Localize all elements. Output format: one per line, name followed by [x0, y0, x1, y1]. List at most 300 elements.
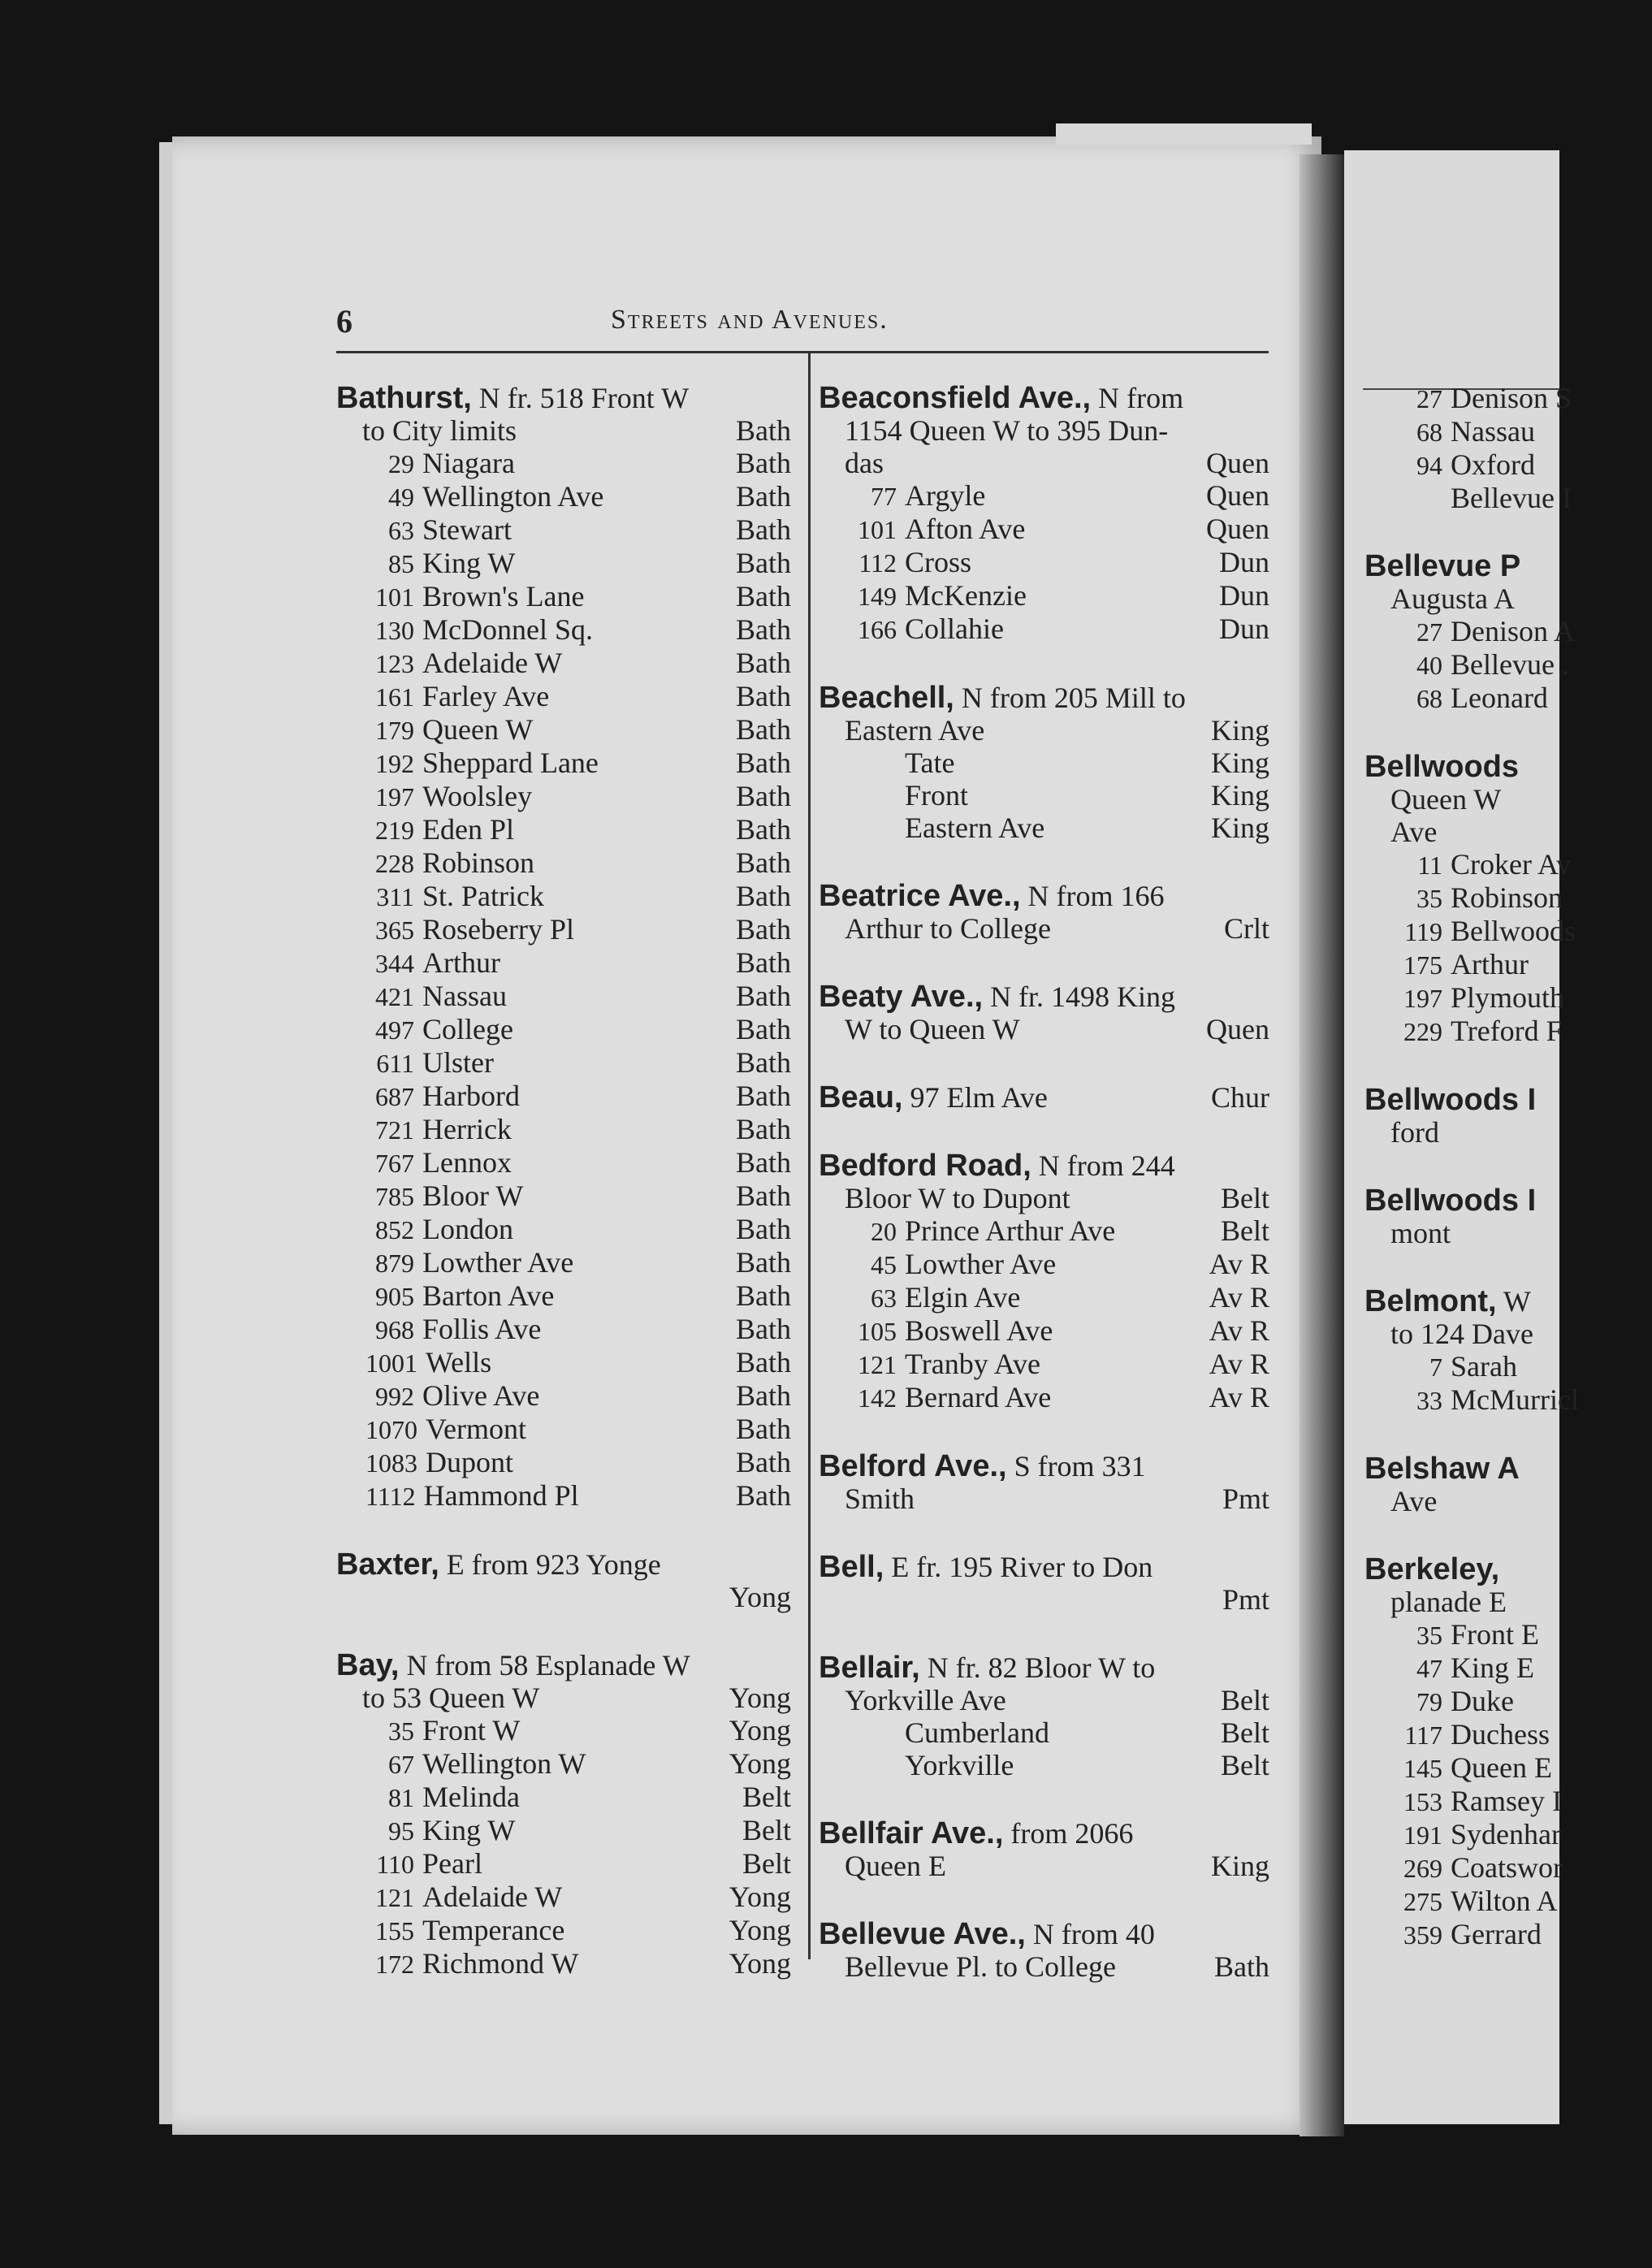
continuation-text: to 124 Dave [1390, 1318, 1533, 1350]
continuation-text: Bloor W to Dupont [845, 1182, 1070, 1214]
street-name: Beau, [819, 1080, 903, 1115]
cross-street-label [336, 946, 500, 980]
district-code: Bath [736, 1413, 791, 1445]
cross-street-name: Sheppard Lane [422, 747, 599, 779]
cross-street-row [336, 1179, 791, 1213]
street-number: 155 [375, 1916, 414, 1946]
street-name: Belford Ave., [819, 1449, 1007, 1483]
continuation-text: to City limits [362, 414, 517, 447]
district-code: Bath [736, 680, 791, 712]
street-number: 192 [375, 749, 414, 778]
street-name: Bellwoods [1364, 750, 1520, 784]
street-number: 197 [375, 782, 414, 812]
street-name: Bathurst, [336, 381, 472, 415]
cross-street-row [336, 580, 791, 613]
cross-street-name: Yorkville [905, 1749, 1014, 1781]
cross-street-label [1364, 1918, 1542, 1951]
street-heading-text [819, 1551, 1153, 1583]
cross-street-name: Lowther Ave [422, 1246, 574, 1279]
district-code [1579, 1383, 1652, 1417]
cross-street-name: Front [905, 779, 969, 812]
cross-street-row [336, 1479, 791, 1513]
street-heading [819, 1450, 1269, 1482]
street-number: 77 [871, 482, 897, 511]
cross-street-name: Plymouth [1451, 981, 1565, 1014]
street-number: 29 [388, 449, 414, 478]
cross-street-label [336, 547, 515, 580]
cross-street-label [336, 680, 549, 713]
cross-street-name: Elgin Ave [905, 1281, 1021, 1314]
street-number: 27 [1416, 617, 1442, 647]
district-code: Crlt [1223, 912, 1269, 945]
cross-street-label [819, 779, 968, 812]
street-number: 161 [375, 682, 414, 712]
street-number: 992 [375, 1382, 414, 1411]
cross-street-label [336, 1881, 562, 1914]
street-description: N from 244 [1038, 1149, 1175, 1182]
street-name: Bell, [819, 1550, 884, 1584]
district-code: Bath [736, 713, 791, 746]
district-code: Quen [1206, 1013, 1269, 1045]
district-code: Bath [736, 480, 791, 513]
cross-street-label [819, 1381, 1051, 1414]
street-entry [1364, 1184, 1559, 1249]
street-heading [1364, 751, 1559, 783]
cross-street-name: McKenzie [905, 579, 1027, 612]
cross-street-label [819, 612, 1004, 646]
street-heading-text [819, 880, 1165, 912]
cross-street-name: Follis Ave [422, 1313, 542, 1345]
street-heading-text [1364, 1452, 1520, 1485]
street-number: 110 [376, 1850, 414, 1879]
street-heading-text [1364, 751, 1519, 783]
street-description: N fr. 1498 King [990, 980, 1176, 1013]
street-heading [819, 382, 1269, 414]
street-number: 359 [1403, 1920, 1442, 1950]
book-gutter [1300, 154, 1344, 2136]
cross-street-row [336, 1747, 791, 1781]
cross-street-label [336, 1446, 513, 1479]
district-code [1486, 1116, 1559, 1149]
street-description: N fr. 518 Front W [478, 382, 690, 414]
cross-street-row [1364, 1751, 1559, 1785]
district-code [1552, 1751, 1625, 1785]
continuation-text: Ave [1390, 816, 1438, 848]
street-name: Bellair, [819, 1651, 920, 1685]
page-number: 6 [336, 303, 352, 340]
district-code: Quen [1206, 447, 1269, 479]
district-code: Bath [736, 547, 791, 579]
street-number: 149 [858, 582, 897, 611]
district-code [1571, 848, 1644, 881]
district-code: Bath [736, 1213, 791, 1245]
street-number: 142 [858, 1383, 897, 1413]
street-number: 1001 [365, 1348, 417, 1378]
district-code: Belt [742, 1814, 791, 1846]
street-heading-text [819, 1817, 1133, 1850]
street-number: 687 [375, 1082, 414, 1111]
cross-street-name: Wellington W [422, 1747, 586, 1780]
district-code: Yong [729, 1714, 791, 1746]
cross-street-row [1364, 1851, 1563, 1885]
cross-street-label [1364, 448, 1535, 482]
street-heading [819, 1817, 1269, 1850]
district-code: Chur [1211, 1081, 1269, 1114]
cross-street-name: Lowther Ave [905, 1248, 1057, 1280]
cross-street-name: Queen E [1451, 1751, 1552, 1784]
column-1 [336, 382, 791, 2016]
street-heading [819, 1551, 1269, 1583]
continuation-line [819, 1013, 1269, 1045]
cross-street-name: Nassau [1451, 415, 1535, 448]
continuation-line [819, 447, 1269, 479]
street-entry [336, 382, 791, 1513]
street-heading-text [1364, 1184, 1536, 1217]
cross-street-label [1364, 981, 1564, 1015]
column-divider [808, 351, 811, 1959]
district-code [1569, 648, 1642, 682]
street-number: 229 [1403, 1017, 1442, 1046]
cross-street-label [819, 1716, 1049, 1749]
street-description: from 2066 [1010, 1817, 1134, 1850]
cross-street-row [1364, 981, 1565, 1015]
district-code: Dun [1219, 612, 1269, 645]
cross-street-row [1364, 415, 1559, 448]
cross-street-row [336, 613, 791, 647]
cross-street-row [336, 1914, 791, 1947]
district-code: Belt [1221, 1716, 1269, 1749]
cross-street-row [336, 447, 791, 480]
cross-street-label [1364, 881, 1563, 915]
cross-street-row [819, 1381, 1269, 1414]
cross-street-label [1364, 1885, 1558, 1918]
street-heading-text [1364, 1285, 1531, 1318]
cross-street-label [1364, 1785, 1562, 1818]
cross-street-row [336, 1847, 791, 1881]
cross-street-name: Vermont [426, 1413, 526, 1445]
district-code: Yong [729, 1581, 791, 1613]
cross-street-label [1364, 1015, 1563, 1048]
cross-street-label [1364, 682, 1548, 715]
street-heading [336, 382, 791, 414]
cross-street-name: Eden Pl [422, 813, 514, 846]
cross-street-name: Temperance [422, 1914, 565, 1946]
street-heading-text [336, 1649, 690, 1682]
street-description: N from 166 [1027, 880, 1165, 912]
street-name: Belmont, [1364, 1284, 1497, 1318]
cross-street-name: Bellevue . [1451, 648, 1569, 681]
cross-street-row [819, 779, 1269, 812]
cross-street-name: Sydenhar [1451, 1818, 1561, 1850]
cross-street-label [1364, 1618, 1539, 1651]
street-number: 35 [1416, 1621, 1442, 1650]
district-code [1558, 1885, 1631, 1918]
continuation-line [336, 1581, 791, 1613]
cross-street-row [1364, 915, 1576, 948]
street-heading [819, 1081, 1269, 1114]
continuation-text: Smith [845, 1482, 915, 1515]
street-name: Bedford Road, [819, 1149, 1031, 1183]
cross-street-row [819, 546, 1269, 579]
cross-street-row [1364, 482, 1572, 514]
district-code: Bath [736, 1146, 791, 1179]
street-heading-text [819, 1149, 1175, 1182]
cross-street-label [336, 1179, 523, 1213]
district-code: Bath [736, 1346, 791, 1379]
cross-street-name: McDonnel Sq. [422, 613, 593, 646]
cross-street-name: Ulster [422, 1046, 494, 1079]
cross-street-name: St. Patrick [422, 880, 544, 912]
district-code: Bath [736, 1113, 791, 1145]
cross-street-name: Sarah [1451, 1350, 1517, 1383]
district-code: Yong [729, 1747, 791, 1780]
district-code: Dun [1219, 546, 1269, 578]
cross-street-name: Wellington Ave [422, 480, 604, 513]
street-name: Beatrice Ave., [819, 879, 1021, 913]
cross-street-label [336, 1479, 579, 1513]
continuation-line [819, 1182, 1269, 1214]
cross-street-row [819, 1281, 1269, 1314]
cross-street-name: Stewart [422, 513, 512, 546]
cross-street-label [336, 1379, 539, 1413]
cross-street-label [336, 1947, 578, 1980]
cross-street-name: Roseberry Pl [422, 913, 574, 946]
street-number: 191 [1403, 1820, 1442, 1850]
street-name: Bellfair Ave., [819, 1816, 1004, 1850]
street-heading-text [1364, 1553, 1499, 1586]
page-tab [1056, 123, 1312, 145]
district-code [1562, 1785, 1635, 1818]
cross-street-label [336, 1413, 526, 1446]
cross-street-name: Hammond Pl [423, 1479, 579, 1512]
street-name: Beachell, [819, 681, 954, 715]
cross-street-label [336, 1046, 494, 1080]
cross-street-name: Tate [905, 747, 955, 779]
cross-street-row [336, 1146, 791, 1179]
cross-street-row [1364, 1718, 1559, 1751]
cross-street-name: Queen W [422, 713, 534, 746]
cross-street-label [1364, 382, 1572, 415]
cross-street-name: Dupont [426, 1446, 513, 1478]
cross-street-label [336, 1714, 520, 1747]
district-code: Av R [1209, 1381, 1269, 1413]
cross-street-row [1364, 648, 1569, 682]
cross-street-label [336, 913, 574, 946]
district-code: Yong [729, 1947, 791, 1980]
street-entry [819, 1817, 1269, 1882]
street-heading-text [819, 1081, 1048, 1114]
street-number: 79 [1416, 1687, 1442, 1716]
street-number: 905 [375, 1282, 414, 1311]
continuation-line [819, 414, 1269, 447]
district-code: King [1211, 779, 1269, 812]
cross-street-row [819, 479, 1269, 513]
cross-street-label [819, 1214, 1115, 1248]
street-name: Bay, [336, 1648, 400, 1682]
street-heading [1364, 550, 1559, 582]
cross-street-row [336, 1881, 791, 1914]
street-number: 81 [388, 1783, 414, 1812]
header-rule [336, 351, 1269, 353]
district-code: Dun [1219, 579, 1269, 612]
street-number: 879 [375, 1249, 414, 1278]
district-code: Bath [736, 414, 791, 447]
street-heading [819, 1918, 1269, 1950]
street-number: 63 [388, 516, 414, 545]
district-code: Bath [736, 1379, 791, 1412]
cross-street-name: Robinson [422, 846, 535, 879]
cross-street-row [336, 1446, 791, 1479]
district-code [1534, 1651, 1607, 1685]
street-number: 197 [1403, 984, 1442, 1013]
cross-street-row [1364, 1618, 1559, 1651]
cross-street-name: Barton Ave [422, 1279, 555, 1312]
cross-street-label [336, 1313, 541, 1346]
continuation-line [819, 1950, 1269, 1983]
cross-street-row [819, 1214, 1269, 1248]
cross-street-row [336, 1379, 791, 1413]
cross-street-name: Tranby Ave [905, 1348, 1041, 1380]
cross-street-name: Front W [422, 1714, 521, 1746]
street-number: 1070 [365, 1415, 417, 1444]
street-number: 968 [375, 1315, 414, 1344]
street-entry [1364, 382, 1572, 514]
street-heading [819, 1651, 1269, 1684]
cross-street-row [1364, 848, 1572, 881]
street-heading [1364, 1452, 1559, 1485]
district-code: Quen [1206, 513, 1269, 545]
street-heading [1364, 1553, 1559, 1586]
continuation-line [819, 1684, 1269, 1716]
cross-street-name: Pearl [422, 1847, 482, 1880]
cross-street-row [336, 747, 791, 780]
cross-street-name: Collahie [905, 612, 1004, 645]
cross-street-label [1364, 1851, 1563, 1885]
cross-street-row [336, 1313, 791, 1346]
cross-street-row [336, 1947, 791, 1980]
cross-street-label [1364, 1818, 1561, 1851]
district-code: Bath [736, 913, 791, 946]
cross-street-label [336, 1814, 515, 1847]
continuation-text: das [845, 447, 884, 479]
district-code: Bath [736, 1013, 791, 1045]
street-heading-text [819, 1450, 1146, 1482]
cross-street-name: Harbord [422, 1080, 520, 1112]
district-code: Belt [742, 1847, 791, 1880]
cross-street-name: Leonard [1451, 682, 1548, 714]
cross-street-name: Treford F [1451, 1015, 1563, 1047]
cross-street-name: Adelaide W [422, 1881, 563, 1913]
cross-street-label [819, 579, 1027, 612]
street-heading [336, 1649, 791, 1682]
street-number: 311 [376, 882, 414, 911]
district-code: Bath [736, 880, 791, 912]
district-code: Belt [1221, 1182, 1269, 1214]
street-number: 68 [1416, 418, 1442, 447]
cross-street-label [1364, 1685, 1514, 1718]
cross-street-row [336, 1213, 791, 1246]
district-code: King [1211, 747, 1269, 779]
cross-street-name: Robinson [1451, 881, 1563, 914]
street-heading-text [336, 382, 689, 414]
cross-street-label [819, 747, 954, 779]
cross-street-label [1364, 1651, 1534, 1685]
continuation-line [1364, 582, 1559, 615]
continuation-line [1364, 1586, 1559, 1618]
cross-street-name: Oxford [1451, 448, 1535, 481]
district-code: Quen [1206, 479, 1269, 512]
continuation-line [1364, 1318, 1559, 1350]
street-number: 1083 [365, 1448, 417, 1478]
street-description: S from 331 [1014, 1450, 1146, 1482]
street-entry [819, 682, 1269, 844]
cross-street-row [336, 980, 791, 1013]
continuation-text: Yorkville Ave [845, 1684, 1006, 1716]
cross-street-label [819, 1749, 1014, 1781]
street-number: 40 [1416, 651, 1442, 680]
cross-street-label [336, 480, 603, 513]
cross-street-name: Niagara [422, 447, 515, 479]
district-code [1514, 1685, 1587, 1718]
street-number: 421 [375, 982, 414, 1011]
street-number: 767 [375, 1149, 414, 1178]
cross-street-row [819, 1348, 1269, 1381]
district-code [1533, 1318, 1607, 1350]
cross-street-row [1364, 1785, 1562, 1818]
cross-street-name: Prince Arthur Ave [905, 1214, 1116, 1247]
district-code [1563, 1851, 1636, 1885]
district-code: Yong [729, 1881, 791, 1913]
district-code [1486, 1485, 1559, 1517]
cross-street-label [336, 580, 584, 613]
street-heading [819, 682, 1269, 714]
street-number: 35 [388, 1716, 414, 1746]
street-number: 1112 [365, 1482, 416, 1511]
district-code: Yong [729, 1682, 791, 1714]
cross-street-row [819, 1716, 1269, 1749]
street-number: 20 [871, 1217, 897, 1246]
street-entry [1364, 1284, 1579, 1417]
street-description: N from 58 Esplanade W [406, 1649, 690, 1682]
cross-street-label [336, 747, 599, 780]
street-description: W [1503, 1285, 1531, 1318]
street-number: 228 [375, 849, 414, 878]
cross-street-row [819, 612, 1269, 646]
district-code [1486, 816, 1559, 848]
cross-street-label [819, 513, 1025, 546]
cross-street-name: King E [1451, 1651, 1534, 1684]
cross-street-row [1364, 948, 1559, 981]
cross-street-name: McMurricl [1451, 1383, 1579, 1416]
street-name: Bellwoods I [1364, 1184, 1537, 1218]
cross-street-row [336, 913, 791, 946]
district-code: Bath [736, 1279, 791, 1312]
cross-street-row [1364, 1015, 1563, 1048]
street-number: 145 [1403, 1754, 1442, 1783]
cross-street-label [336, 1013, 513, 1046]
district-code: Av R [1209, 1281, 1269, 1314]
continuation-line [819, 1850, 1269, 1882]
street-entry [336, 1548, 791, 1613]
street-number: 130 [375, 616, 414, 645]
street-number: 85 [388, 549, 414, 578]
district-code: Belt [1221, 1214, 1269, 1247]
cross-street-name: Denison S [1451, 382, 1572, 414]
cross-street-name: Lennox [422, 1146, 512, 1179]
cross-street-row [336, 880, 791, 913]
street-entry [819, 1551, 1269, 1616]
street-number: 63 [871, 1283, 897, 1313]
